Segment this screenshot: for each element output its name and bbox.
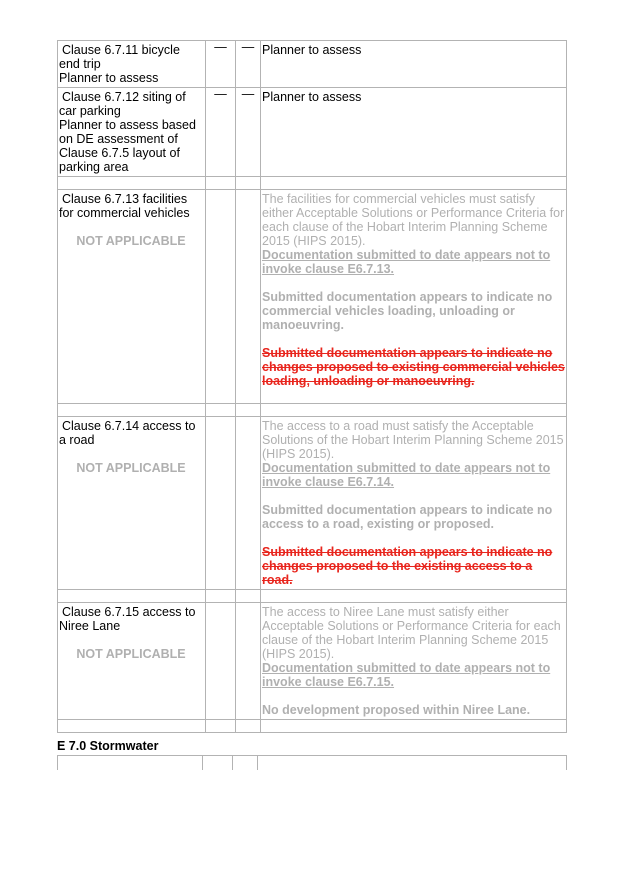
submitted-note: Submitted documentation appears to indicate no access to a road, existing or proposed. [262,503,553,531]
clause-cell [58,417,206,590]
documentation-note: Documentation submitted to date appears not to invoke clause E6.7.13. [262,248,551,276]
assessment-cell [261,417,567,590]
compliance-cell [206,88,236,177]
assessment-text: Planner to assess [262,43,362,57]
clause-line: Clause 6.7.5 layout of [59,146,180,160]
criteria-text: The facilities for commercial vehicles must satisfy either Acceptable Solutions or Performance Criteria for each clause of the Hobart Interim Planning Scheme 2015 (HIPS 2015). [262,192,565,248]
table-row [58,756,567,771]
compliance-cell [236,417,261,590]
assessment-cell [261,41,567,88]
clause-cell [58,190,206,404]
table-row [58,417,567,590]
compliance-cell [236,41,261,88]
clause-line: a road [59,433,95,447]
dash-mark: — [241,87,255,101]
assessment-text: Planner to assess [262,90,362,104]
dash-mark: — [214,40,227,54]
table-row [58,603,567,720]
clause-line: Planner to assess based [59,118,196,132]
submitted-note: Submitted documentation appears to indicate no commercial vehicles loading, unloading or manoeuvring. [262,290,553,332]
criteria-text: The access to a road must satisfy the Acceptable Solutions of the Hobart Interim Planning Scheme 2015 (HIPS 2015). [262,419,564,461]
status-label: NOT APPLICABLE [76,461,186,475]
clause-line: for commercial vehicles [59,206,190,220]
clause-line: Clause 6.7.11 bicycle [62,43,180,57]
clause-line: Clause 6.7.15 access to [62,605,196,619]
compliance-cell [206,41,236,88]
compliance-cell [236,88,261,177]
clause-cell [58,603,206,720]
clause-line: Clause 6.7.13 facilities [62,192,188,206]
clause-line: Clause 6.7.14 access to [62,419,196,433]
clause-line: Niree Lane [59,619,121,633]
assessment-cell [261,603,567,720]
dash-mark: — [214,87,227,101]
spacer-row [58,177,567,190]
assessment-cell [261,88,567,177]
struck-note: Submitted documentation appears to indicate no changes proposed to the existing access to a road. [262,545,553,587]
assessment-cell [261,190,567,404]
compliance-cell [206,603,236,720]
clause-line: parking area [59,160,129,174]
stormwater-table [57,755,567,770]
table-row [58,190,567,404]
spacer-row [58,404,567,417]
dash-mark: — [241,40,255,54]
clause-line: Clause 6.7.12 siting of [62,90,186,104]
table-row [58,88,567,177]
documentation-note: Documentation submitted to date appears not to invoke clause E6.7.15. [262,661,551,689]
clause-cell [58,41,206,88]
compliance-cell [206,190,236,404]
status-label: NOT APPLICABLE [76,647,186,661]
spacer-row [58,720,567,733]
compliance-cell [236,603,261,720]
struck-note: Submitted documentation appears to indicate no changes proposed to existing commercial vehicles loading, unloading or manoeuvring. [262,346,565,388]
clause-line: end trip [59,57,101,71]
section-heading: E 7.0 Stormwater [57,739,159,753]
assessment-table [57,40,567,733]
status-label: NOT APPLICABLE [76,234,186,248]
criteria-text: The access to Niree Lane must satisfy either Acceptable Solutions or Performance Criteria for each clause of the Hobart Interim Planning Scheme 2015 (HIPS 2015). [262,605,561,661]
compliance-cell [236,190,261,404]
table-row [58,41,567,88]
clause-line: on DE assessment of [59,132,178,146]
clause-cell [58,88,206,177]
spacer-row [58,590,567,603]
submitted-note: No development proposed within Niree Lane. [262,703,531,717]
clause-line: car parking [59,104,121,118]
compliance-cell [206,417,236,590]
clause-line: Planner to assess [59,71,159,85]
documentation-note: Documentation submitted to date appears not to invoke clause E6.7.14. [262,461,551,489]
